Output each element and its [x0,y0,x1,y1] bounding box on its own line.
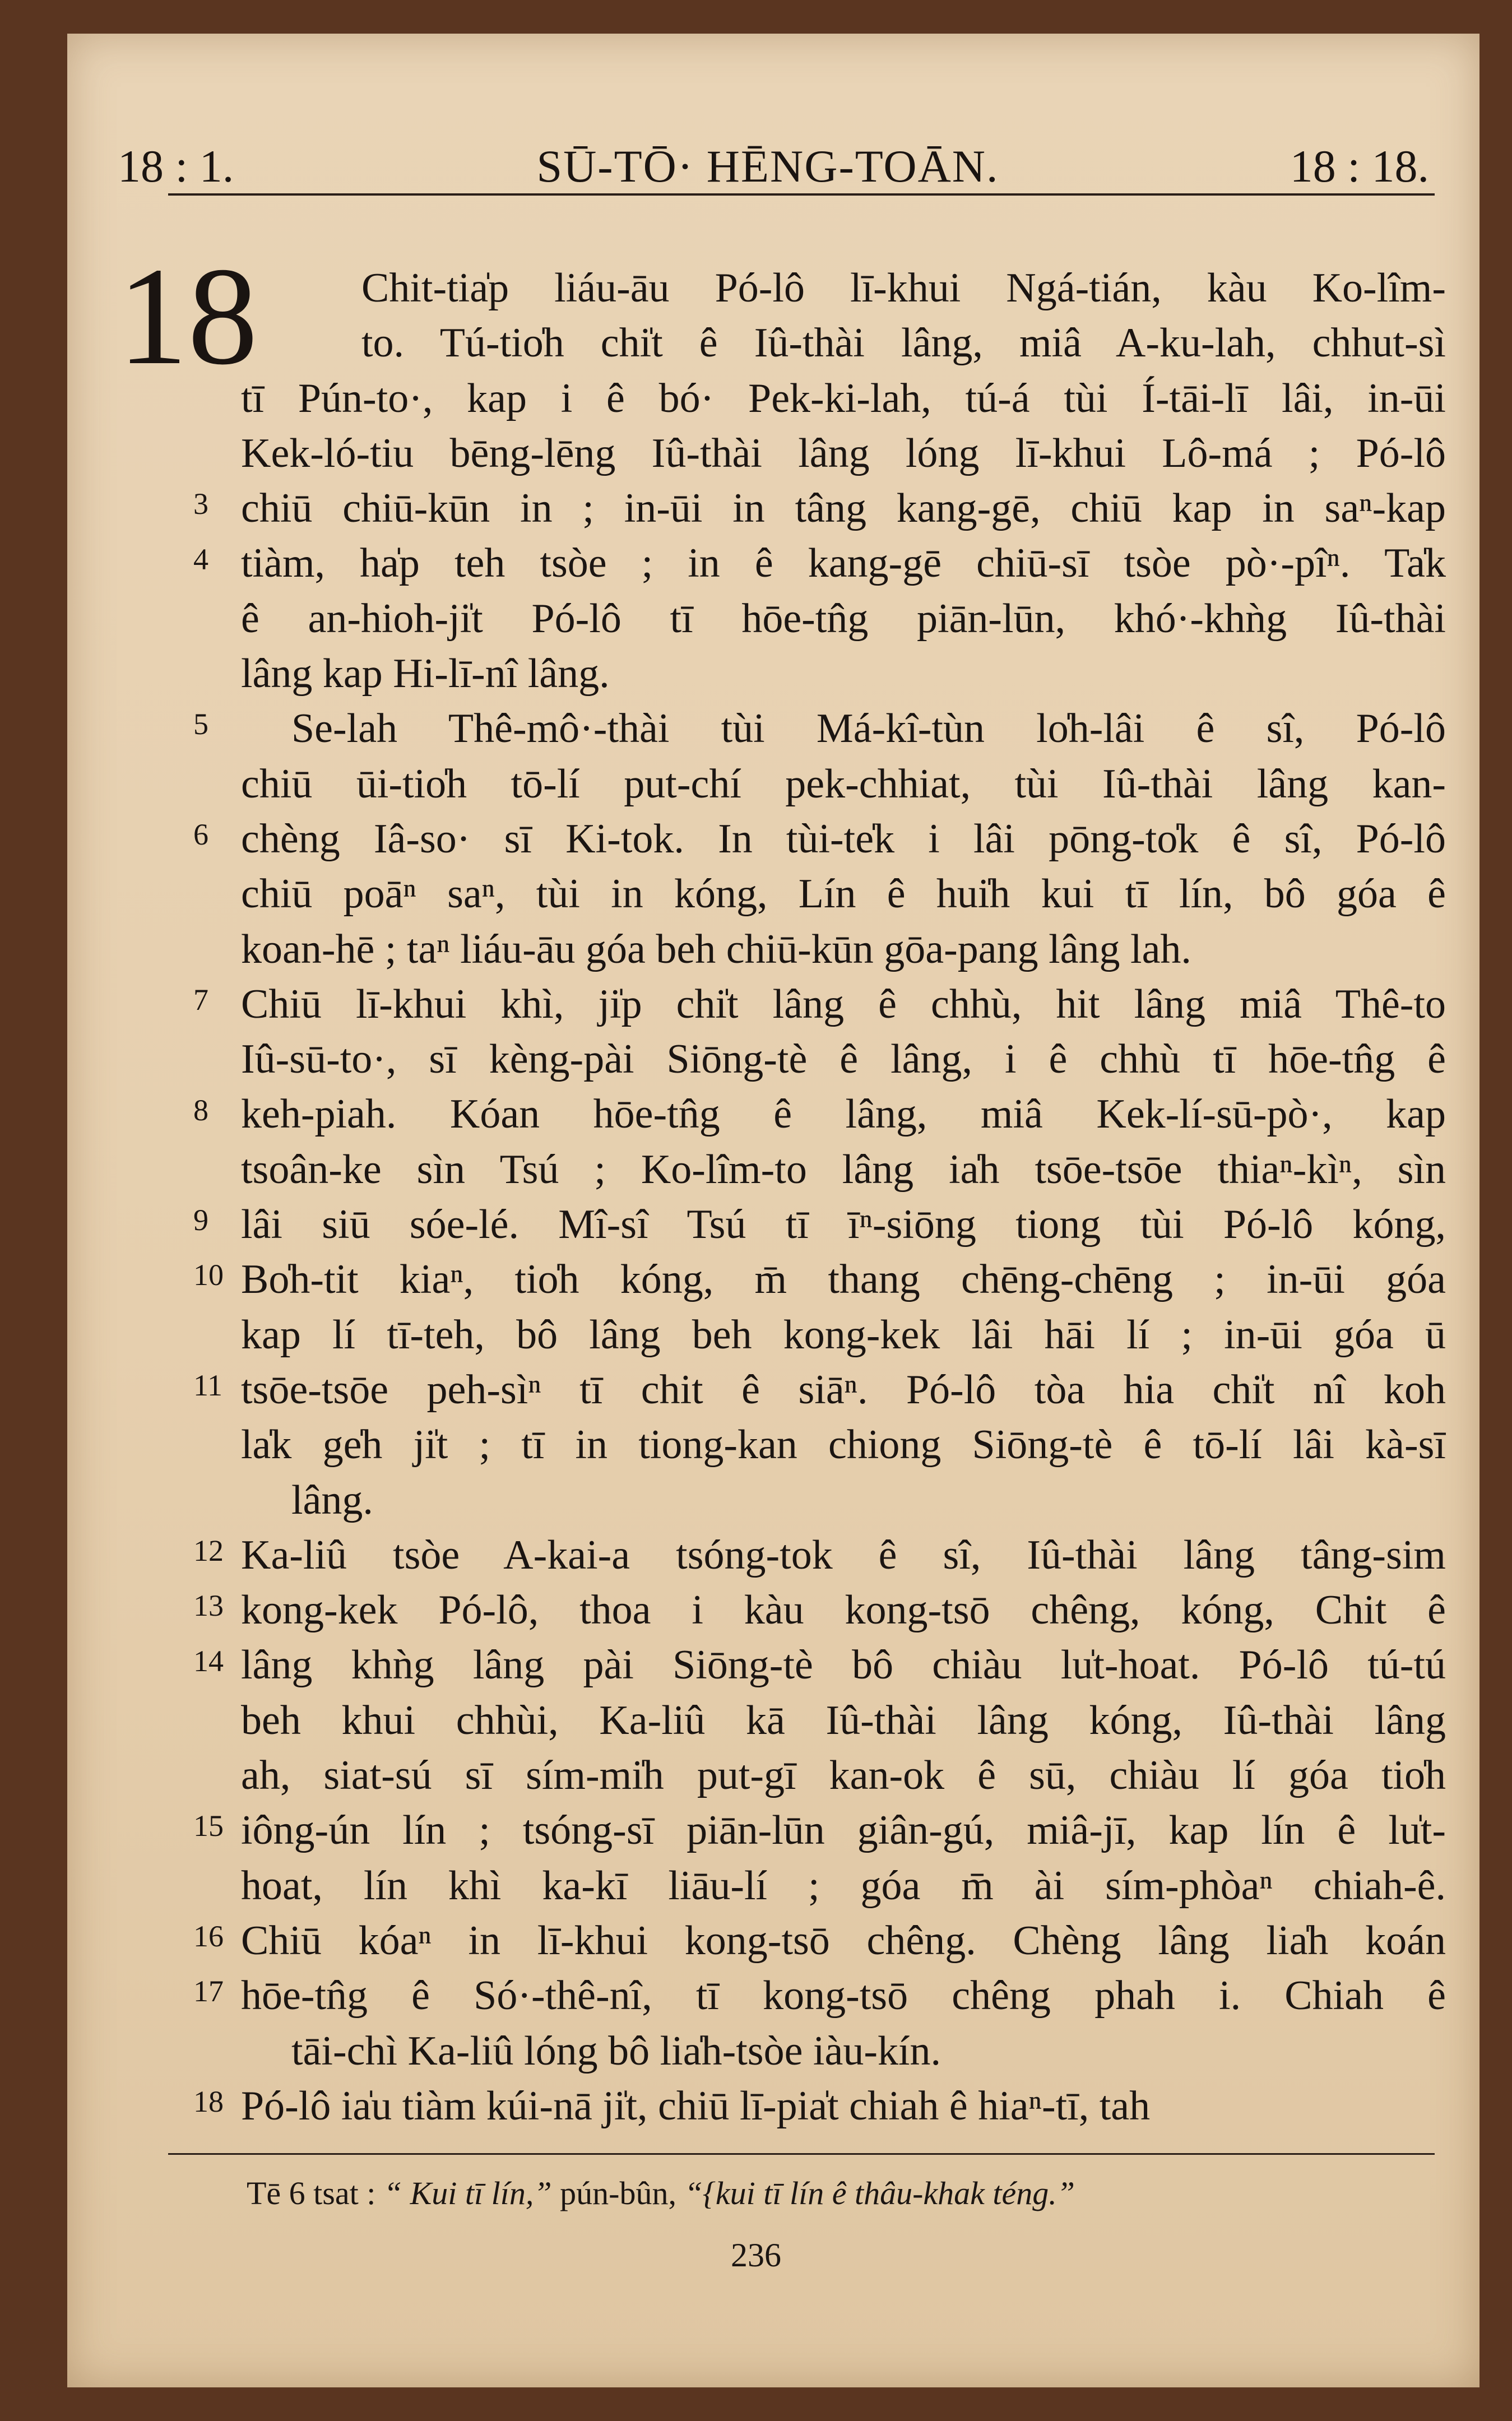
text-line: tsōe-tsōe peh-sìⁿ tī chit ê siāⁿ. Pó-lô tòa hia chi̍t nî koh [241,1366,1446,1413]
text-line: la̍k ge̍h ji̍t ; tī in tiong-kan chiong Siōng-tè ê tō-lí lâi kà-sī [241,1422,1446,1468]
text-line: Se-lah Thê-mô·-thài tùi Má-kî-tùn lo̍h-lâi ê sî, Pó-lô [291,706,1446,752]
page-number: 236 [731,2237,781,2274]
text-line: Ka-liû tsòe A-kai-a tsóng-tok ê sî, Iû-thài lâng tâng-sim [241,1532,1446,1578]
verse-number: 5 [193,707,208,741]
text-line: tāi-chì Ka-liû lóng bô lia̍h-tsòe iàu-kín. [291,2028,941,2074]
footnote [247,2174,1075,2212]
verse-number: 16 [193,1919,224,1953]
text-line: tsoân-ke sìn Tsú ; Ko-lîm-to lâng ia̍h tsōe-tsōe thiaⁿ-kìⁿ, sìn [241,1146,1446,1193]
verse-number: 18 [193,2084,224,2118]
verse-number: 17 [193,1974,224,2009]
header-chapter-verse-start: 18 : 1. [118,141,234,192]
text-line: Iû-sū-to·, sī kèng-pài Siōng-tè ê lâng, i ê chhù tī hōe-tn̂g ê [241,1036,1446,1083]
verse-number: 11 [193,1369,222,1402]
chapter-number: 18 [118,239,258,394]
text-line: beh khui chhùi, Ka-liû kā Iû-thài lâng kóng, Iû-thài lâng [241,1697,1446,1743]
text-line: lâng. [291,1477,373,1523]
verse-number: 4 [193,542,208,576]
verse-number: 9 [193,1203,208,1237]
text-line: kap lí tī-teh, bô lâng beh kong-kek lâi hāi lí ; in-ūi góa ū [241,1311,1446,1358]
text-line: chiū poāⁿ saⁿ, tùi in kóng, Lín ê hui̍h kui tī lín, bô góa ê [241,871,1446,917]
verse-number: 8 [193,1093,208,1127]
chapter-text [241,261,1446,2134]
text-line: hōe-tn̂g ê Só·-thê-nî, tī kong-tsō chêng phah i. Chiah ê [241,1973,1446,2019]
header-book-title: SŪ-TŌ· HĒNG-TOĀN. [536,141,999,192]
verse-number: 6 [193,818,208,851]
verse-number: 14 [193,1644,224,1678]
running-header [118,106,1429,196]
text-line: Chiū kóaⁿ in lī-khui kong-tsō chêng. Chèng lâng lia̍h koán [241,1917,1446,1964]
footnote-quote-literal: “{kui tī lín ê thâu-khak téng.” [684,2175,1075,2211]
text-line: lâi siū sóe-lé. Mî-sî Tsú tī īⁿ-siōng tiong tùi Pó-lô kóng, [241,1202,1446,1248]
text-line: kong-kek Pó-lô, thoa i kàu kong-tsō chêng, kóng, Chit ê [241,1587,1446,1634]
footnote-rule [168,2153,1435,2155]
footnote-mid: pún-bûn, [560,2175,676,2211]
footnote-label: Tē 6 tsat : [247,2175,376,2211]
header-chapter-verse-end: 18 : 18. [1290,141,1429,192]
verse-number: 12 [193,1533,224,1567]
text-line: Kek-ló-tiu bēng-lēng Iû-thài lâng lóng lī-khui Lô-má ; Pó-lô [241,430,1446,476]
text-line: tiàm, ha̍p teh tsòe ; in ê kang-gē chiū-sī tsòe pò·-pîⁿ. Ta̍k [241,540,1446,587]
verse-number: 15 [193,1809,224,1843]
text-line: Bo̍h-tit kiaⁿ, tio̍h kóng, m̄ thang chēng-chēng ; in-ūi góa [241,1256,1446,1303]
verse-number: 3 [193,487,208,521]
text-line: chèng Iâ-so· sī Ki-tok. In tùi-te̍k i lâi pōng-to̍k ê sî, Pó-lô [241,815,1446,862]
text-line: chiū chiū-kūn in ; in-ūi in tâng kang-gē, chiū kap in saⁿ-kap [241,485,1446,532]
footnote-quote-original: “ Kui tī lín,” [383,2175,552,2211]
text-line: koan-hē ; taⁿ liáu-āu góa beh chiū-kūn gōa-pang lâng lah. [241,926,1191,972]
text-line: keh-piah. Kóan hōe-tn̂g ê lâng, miâ Kek-lí-sū-pò·, kap [241,1091,1446,1138]
text-line: lâng kap Hi-lī-nî lâng. [241,651,610,697]
text-line: ah, siat-sú sī sím-mi̍h put-gī kan-ok ê sū, chiàu lí góa tio̍h [241,1752,1446,1799]
text-line: iông-ún lín ; tsóng-sī piān-lūn giân-gú, miâ-jī, kap lín ê lu̍t- [241,1807,1446,1854]
text-line: chiū ūi-tio̍h tō-lí put-chí pek-chhiat, tùi Iû-thài lâng kan- [241,760,1446,807]
header-rule [168,193,1435,196]
text-line: tī Pún-to·, kap i ê bó· Pek-ki-lah, tú-á tùi Í-tāi-lī lâi, in-ūi [241,375,1446,421]
verse-number: 13 [193,1589,224,1623]
text-line: hoat, lín khì ka-kī liāu-lí ; góa m̄ ài sím-phòaⁿ chiah-ê. [241,1862,1446,1909]
text-line: Chit-tia̍p liáu-āu Pó-lô lī-khui Ngá-tián, kàu Ko-lîm- [361,265,1446,311]
text-line: Chiū lī-khui khì, ji̍p chi̍t lâng ê chhù, hit lâng miâ Thê-to [241,981,1446,1027]
text-line: lâng khǹg lâng pài Siōng-tè bô chiàu lu̍t-hoat. Pó-lô tú-tú [241,1642,1446,1689]
text-line: ê an-hioh-ji̍t Pó-lô tī hōe-tn̂g piān-lūn, khó·-khǹg Iû-thài [241,595,1446,642]
text-line: Pó-lô ia̍u tiàm kúi-nā ji̍t, chiū lī-pia̍t chiah ê hiaⁿ-tī, tah [241,2083,1151,2129]
verse-number: 10 [193,1258,224,1292]
text-line: to. Tú-tio̍h chi̍t ê Iû-thài lâng, miâ A-ku-lah, chhut-sì [361,320,1446,367]
verse-number: 7 [193,982,208,1017]
